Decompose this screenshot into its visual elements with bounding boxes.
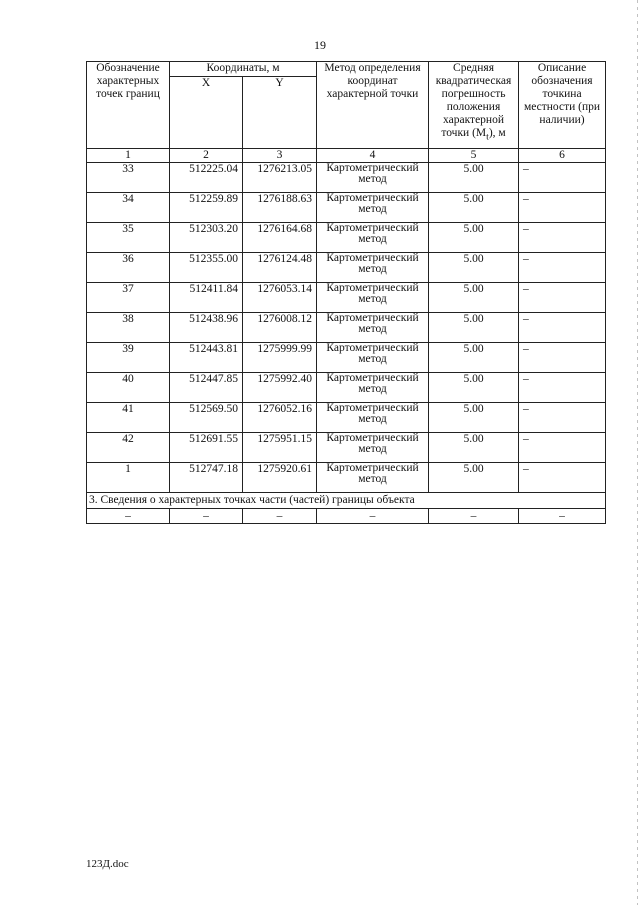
section-3-title: 3. Сведения о характерных точках части (частей) границы объекта bbox=[87, 493, 606, 509]
table-cell: – bbox=[87, 509, 170, 524]
cell-y: 1275951.15 bbox=[243, 433, 317, 463]
cell-error: 5.00 bbox=[429, 433, 519, 463]
table-row bbox=[87, 313, 606, 343]
cell-error: 5.00 bbox=[429, 223, 519, 253]
cell-method: Картометрический метод bbox=[317, 283, 429, 313]
header-method: Метод определения координат характерной точки bbox=[317, 62, 429, 149]
cell-desc: – bbox=[519, 193, 606, 223]
table-row bbox=[87, 433, 606, 463]
table-row bbox=[87, 223, 606, 253]
table-row bbox=[87, 373, 606, 403]
cell-point: 40 bbox=[87, 373, 170, 403]
table-cell: – bbox=[519, 509, 606, 524]
table-row bbox=[87, 343, 606, 373]
header-point: Обозначение характерных точек границ bbox=[87, 62, 170, 149]
table-row bbox=[87, 253, 606, 283]
cell-method: Картометрический метод bbox=[317, 463, 429, 493]
col-number: 4 bbox=[317, 149, 429, 163]
cell-x: 512691.55 bbox=[170, 433, 243, 463]
footer-filename: 123Д.doc bbox=[86, 858, 129, 870]
cell-x: 512747.18 bbox=[170, 463, 243, 493]
cell-method: Картометрический метод bbox=[317, 163, 429, 193]
cell-y: 1276053.14 bbox=[243, 283, 317, 313]
cell-point: 39 bbox=[87, 343, 170, 373]
cell-point: 36 bbox=[87, 253, 170, 283]
table-cell: – bbox=[243, 509, 317, 524]
cell-desc: – bbox=[519, 343, 606, 373]
table-row bbox=[87, 403, 606, 433]
cell-point: 42 bbox=[87, 433, 170, 463]
cell-error: 5.00 bbox=[429, 343, 519, 373]
cell-y: 1276124.48 bbox=[243, 253, 317, 283]
cell-error: 5.00 bbox=[429, 403, 519, 433]
cell-x: 512411.84 bbox=[170, 283, 243, 313]
cell-point: 38 bbox=[87, 313, 170, 343]
table-row bbox=[87, 163, 606, 193]
cell-y: 1275920.61 bbox=[243, 463, 317, 493]
cell-desc: – bbox=[519, 313, 606, 343]
cell-desc: – bbox=[519, 223, 606, 253]
cell-error: 5.00 bbox=[429, 283, 519, 313]
table-body bbox=[87, 163, 606, 524]
cell-y: 1276188.63 bbox=[243, 193, 317, 223]
cell-method: Картометрический метод bbox=[317, 433, 429, 463]
cell-error: 5.00 bbox=[429, 373, 519, 403]
cell-desc: – bbox=[519, 403, 606, 433]
cell-x: 512447.85 bbox=[170, 373, 243, 403]
col-number: 6 bbox=[519, 149, 606, 163]
col-number: 5 bbox=[429, 149, 519, 163]
cell-point: 1 bbox=[87, 463, 170, 493]
table-row bbox=[87, 193, 606, 223]
cell-desc: – bbox=[519, 463, 606, 493]
col-number: 1 bbox=[87, 149, 170, 163]
cell-method: Картометрический метод bbox=[317, 403, 429, 433]
table-cell: – bbox=[170, 509, 243, 524]
cell-method: Картометрический метод bbox=[317, 193, 429, 223]
cell-point: 37 bbox=[87, 283, 170, 313]
cell-point: 35 bbox=[87, 223, 170, 253]
cell-y: 1275999.99 bbox=[243, 343, 317, 373]
column-numbers-row bbox=[87, 149, 606, 163]
header-coords: Координаты, м bbox=[170, 62, 317, 77]
section-3-title-row bbox=[87, 493, 606, 509]
cell-error: 5.00 bbox=[429, 163, 519, 193]
cell-y: 1276164.68 bbox=[243, 223, 317, 253]
coordinates-table bbox=[86, 61, 606, 524]
cell-desc: – bbox=[519, 283, 606, 313]
header-error-unit: ), м bbox=[488, 127, 506, 139]
cell-error: 5.00 bbox=[429, 253, 519, 283]
header-x: X bbox=[170, 77, 243, 149]
cell-point: 34 bbox=[87, 193, 170, 223]
cell-x: 512259.89 bbox=[170, 193, 243, 223]
cell-method: Картометрический метод bbox=[317, 253, 429, 283]
table-row bbox=[87, 463, 606, 493]
page-number: 19 bbox=[314, 38, 326, 52]
table-cell: – bbox=[317, 509, 429, 524]
cell-method: Картометрический метод bbox=[317, 343, 429, 373]
table-cell: – bbox=[429, 509, 519, 524]
header-error-text: Средняя квадратическая погрешность положения характерной точки (M bbox=[435, 62, 512, 139]
cell-method: Картометрический метод bbox=[317, 373, 429, 403]
cell-x: 512225.04 bbox=[170, 163, 243, 193]
cell-x: 512438.96 bbox=[170, 313, 243, 343]
cell-y: 1276008.12 bbox=[243, 313, 317, 343]
cell-error: 5.00 bbox=[429, 463, 519, 493]
cell-method: Картометрический метод bbox=[317, 313, 429, 343]
cell-x: 512355.00 bbox=[170, 253, 243, 283]
cell-y: 1275992.40 bbox=[243, 373, 317, 403]
cell-error: 5.00 bbox=[429, 193, 519, 223]
header-error-sub: t bbox=[486, 131, 489, 143]
cell-y: 1276213.05 bbox=[243, 163, 317, 193]
cell-x: 512569.50 bbox=[170, 403, 243, 433]
section-3-row bbox=[87, 509, 606, 524]
cell-desc: – bbox=[519, 163, 606, 193]
cell-point: 33 bbox=[87, 163, 170, 193]
cell-x: 512303.20 bbox=[170, 223, 243, 253]
col-number: 3 bbox=[243, 149, 317, 163]
scan-margin-line bbox=[637, 0, 638, 905]
cell-point: 41 bbox=[87, 403, 170, 433]
cell-y: 1276052.16 bbox=[243, 403, 317, 433]
cell-x: 512443.81 bbox=[170, 343, 243, 373]
header-y: Y bbox=[243, 77, 317, 149]
cell-desc: – bbox=[519, 373, 606, 403]
cell-desc: – bbox=[519, 433, 606, 463]
header-desc: Описание обозначения точкина местности (при наличии) bbox=[519, 62, 606, 149]
table-row bbox=[87, 283, 606, 313]
col-number: 2 bbox=[170, 149, 243, 163]
cell-method: Картометрический метод bbox=[317, 223, 429, 253]
cell-desc: – bbox=[519, 253, 606, 283]
header-error bbox=[429, 62, 519, 149]
cell-error: 5.00 bbox=[429, 313, 519, 343]
